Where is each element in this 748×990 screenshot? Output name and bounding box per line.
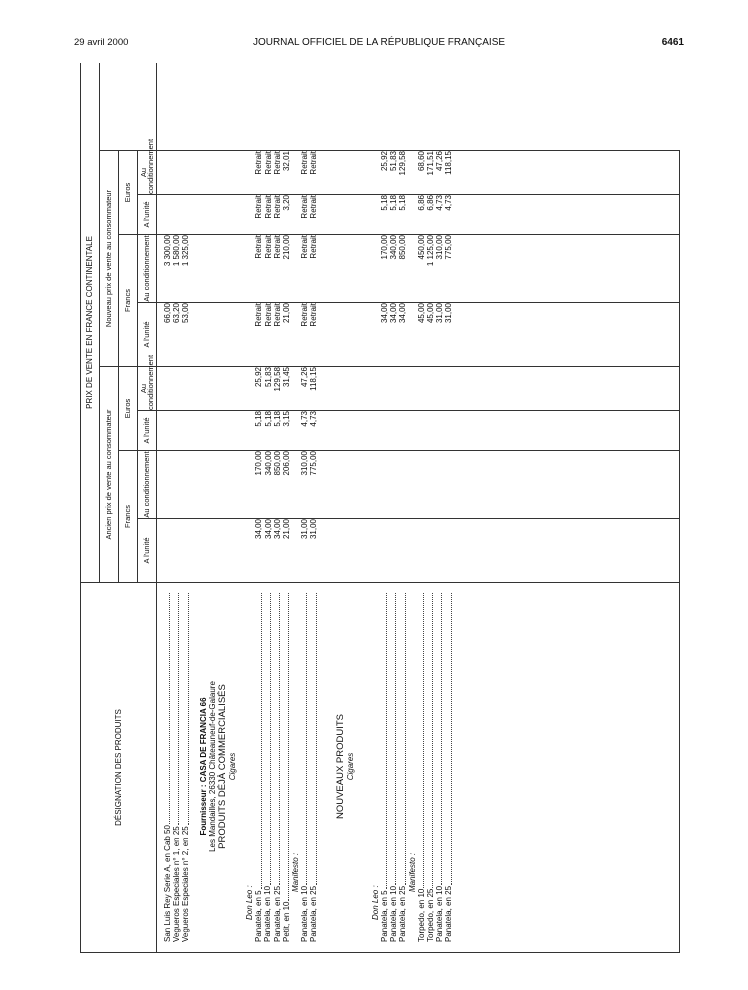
price-cell-anc-eu-c	[398, 367, 407, 410]
product-row-label	[309, 591, 318, 942]
section-heading: Cigares	[227, 752, 237, 781]
price-cell-nv-eu-c: 51,83	[389, 151, 399, 172]
empty-cell	[346, 235, 355, 302]
product-row-label	[282, 591, 291, 942]
price-cell-nv-fr-c: 340,00	[389, 235, 399, 260]
empty-cell	[208, 367, 217, 410]
product-name: San Luis Rey Serie A, en Cab 50	[163, 825, 172, 942]
section-heading: Cigares	[345, 752, 355, 781]
price-cell-nv-eu-u: Retrait	[300, 195, 310, 219]
product-row-label	[426, 591, 435, 942]
product-name: Torpedo, en 10	[416, 888, 426, 942]
price-cell-anc-fr-c	[380, 451, 389, 518]
empty-cell	[371, 411, 380, 450]
leader-dots	[278, 593, 280, 885]
price-cell-anc-fr-u	[389, 519, 398, 582]
price-cell-nv-eu-u: Retrait	[254, 195, 264, 219]
empty-cell	[217, 411, 228, 450]
price-cell-nv-fr-u: Retrait	[300, 303, 310, 327]
product-name: Panatela, en 5	[380, 890, 389, 942]
empty-cell	[291, 195, 300, 234]
price-cell-nv-eu-u: Retrait	[272, 195, 282, 219]
price-cell-nv-eu-u: Retrait	[263, 195, 273, 219]
price-cell-anc-fr-u: 31,00	[309, 519, 319, 540]
price-cell-anc-eu-u	[444, 411, 453, 450]
price-cell-nv-eu-u	[181, 195, 190, 234]
empty-cell	[245, 451, 254, 518]
price-cell-nv-fr-c: 1 325,00	[181, 235, 191, 267]
empty-cell	[199, 151, 208, 194]
empty-cell	[335, 151, 346, 194]
leader-dots	[187, 593, 189, 825]
price-cell-anc-fr-u	[380, 519, 389, 582]
rotated-table	[80, 63, 680, 953]
empty-cell	[371, 367, 380, 410]
price-cell-nv-fr-c: 1 580,00	[172, 235, 182, 267]
brand-label: Manifesto :	[407, 852, 417, 892]
empty-cell	[371, 151, 380, 194]
leader-dots	[404, 593, 406, 885]
nouveau-euros-cond-header: Au conditionnement	[138, 138, 155, 194]
price-cell-anc-fr-u: 34,00	[254, 519, 264, 540]
price-cell-nv-eu-c: Retrait	[254, 151, 264, 175]
price-cell-anc-eu-c	[444, 367, 453, 410]
empty-cell	[208, 151, 217, 194]
price-cell-nv-fr-u: 21,00	[281, 303, 291, 324]
leader-dots	[177, 593, 179, 825]
price-cell-anc-eu-c: 129,58	[272, 367, 282, 392]
leader-dots	[315, 593, 317, 885]
product-name: Torpedo, en 25	[425, 888, 435, 942]
leader-dots	[394, 593, 396, 885]
price-cell-nv-eu-u: 5,18	[380, 195, 389, 211]
empty-cell	[199, 451, 208, 518]
nouveau-francs-cond-column	[157, 235, 680, 303]
empty-cell	[228, 303, 237, 366]
empty-cell	[208, 303, 217, 366]
price-cell-nv-fr-c: 850,00	[398, 235, 408, 260]
price-cell-nv-fr-u: 34,00	[389, 303, 399, 324]
empty-cell	[408, 451, 417, 518]
empty-cell	[217, 303, 228, 366]
price-cell-anc-eu-c	[163, 367, 172, 410]
blank-header-cell	[100, 63, 157, 151]
price-cell-anc-eu-u	[163, 411, 172, 450]
empty-cell	[371, 303, 380, 366]
rotated-table-frame	[80, 63, 680, 953]
price-cell-nv-eu-u: 4,73	[435, 195, 445, 211]
product-row-label	[435, 591, 444, 942]
empty-cell	[408, 519, 417, 582]
empty-cell	[217, 151, 228, 194]
product-row-label	[181, 591, 190, 942]
product-name: Panatela, en 10	[389, 885, 399, 942]
empty-cell	[208, 411, 217, 450]
empty-cell	[228, 451, 237, 518]
empty-cell	[346, 151, 355, 194]
empty-cell	[346, 367, 355, 410]
empty-cell	[291, 519, 300, 582]
price-cell-nv-fr-c: Retrait	[263, 235, 273, 259]
leader-dots	[305, 593, 307, 885]
price-cell-nv-eu-u: 5,18	[398, 195, 408, 211]
price-cell-anc-eu-u	[435, 411, 444, 450]
empty-cell	[199, 367, 208, 410]
price-cell-anc-eu-u: 5,18	[254, 411, 264, 427]
price-cell-anc-eu-u	[172, 411, 181, 450]
product-row-label	[300, 591, 309, 942]
empty-cell	[291, 151, 300, 194]
price-cell-anc-fr-c: 775,00	[309, 451, 319, 476]
empty-cell	[199, 303, 208, 366]
header-date: 29 avril 2000	[74, 37, 129, 48]
product-row-label	[273, 591, 282, 942]
product-row-label	[254, 591, 263, 942]
empty-cell	[208, 451, 217, 518]
product-name: Vegueros Especiales n° 2, en 25	[181, 826, 191, 942]
leader-dots	[431, 593, 433, 888]
price-cell-nv-fr-c: Retrait	[300, 235, 310, 259]
price-cell-anc-fr-c	[426, 451, 435, 518]
designation-column	[157, 583, 680, 953]
empty-cell	[228, 195, 237, 234]
product-name: Panatela, en 10	[263, 885, 273, 942]
product-name: Panatela, en 25	[272, 885, 282, 942]
ancien-euros-cond-column	[157, 367, 680, 411]
leader-dots	[440, 593, 442, 885]
price-cell-anc-fr-c: 310,00	[300, 451, 310, 476]
price-cell-anc-eu-u	[398, 411, 407, 450]
price-cell-nv-fr-u: Retrait	[263, 303, 273, 327]
price-cell-anc-eu-u: 4,73	[309, 411, 319, 427]
price-cell-anc-fr-u: 21,00	[281, 519, 291, 540]
price-cell-anc-fr-u: 31,00	[300, 519, 310, 540]
nouveau-euros-header: Euros	[119, 151, 138, 235]
product-name: Panatela, en 5	[254, 890, 264, 942]
product-name: Panatela, en 25	[398, 885, 408, 942]
price-cell-nv-eu-u: 4,73	[444, 195, 454, 211]
ancien-prix-header: Ancien prix de vente au consommateur	[100, 367, 119, 583]
price-cell-anc-fr-u: 34,00	[263, 519, 273, 540]
header-journal-title: JOURNAL OFFICIEL DE LA RÉPUBLIQUE FRANÇAISE	[252, 37, 506, 48]
price-cell-nv-fr-u: Retrait	[254, 303, 264, 327]
price-cell-nv-fr-u: 34,00	[398, 303, 408, 324]
empty-cell	[335, 519, 346, 582]
leader-dots	[269, 593, 271, 885]
empty-cell	[291, 451, 300, 518]
price-cell-nv-eu-u: 5,18	[389, 195, 399, 211]
nouveau-francs-header: Francs	[119, 235, 138, 367]
product-row-label	[264, 591, 273, 942]
price-cell-anc-fr-c: 170,00	[254, 451, 264, 476]
price-cell-anc-eu-u	[380, 411, 389, 450]
price-cell-anc-fr-u: 34,00	[272, 519, 282, 540]
price-cell-anc-fr-c	[435, 451, 444, 518]
price-cell-anc-fr-c	[172, 451, 181, 518]
price-cell-anc-fr-c	[417, 451, 426, 518]
price-cell-nv-eu-u: 3,20	[281, 195, 291, 211]
price-cell-anc-eu-c: 25,92	[254, 367, 264, 388]
price-cell-anc-fr-u	[444, 519, 453, 582]
nouveau-francs-unite-header: A l'unité	[138, 303, 157, 367]
empty-cell	[335, 411, 346, 450]
empty-cell	[217, 235, 228, 302]
empty-cell	[335, 367, 346, 410]
empty-cell	[228, 151, 237, 194]
empty-cell	[199, 519, 208, 582]
price-cell-anc-eu-u	[426, 411, 435, 450]
empty-cell	[199, 195, 208, 234]
ancien-euros-cond-header: Au conditionnement	[138, 354, 155, 410]
price-cell-anc-eu-c: 47,26	[300, 367, 310, 388]
empty-cell	[291, 235, 300, 302]
price-cell-nv-fr-u: 53,00	[181, 303, 191, 324]
empty-cell	[199, 411, 208, 450]
price-cell-nv-fr-u: 31,00	[444, 303, 454, 324]
empty-cell	[245, 367, 254, 410]
product-name: Panatela, en 10	[300, 885, 310, 942]
product-row-label	[380, 591, 389, 942]
price-cell-anc-eu-c: 31,45	[281, 367, 291, 388]
section-heading: Fournisseur : CASA DE FRANCIA 66	[198, 697, 208, 836]
nouveau-euros-cond-column	[157, 151, 680, 195]
price-cell-anc-eu-c	[417, 367, 426, 410]
price-cell-anc-eu-c: 118,15	[309, 367, 319, 391]
price-cell-nv-eu-c: 129,58	[398, 151, 408, 176]
empty-cell	[228, 235, 237, 302]
leader-dots	[450, 593, 452, 885]
price-cell-nv-fr-u: Retrait	[309, 303, 319, 327]
price-cell-anc-eu-u: 5,18	[263, 411, 273, 427]
price-cell-nv-eu-c	[163, 151, 172, 194]
product-name: Petit, en 10	[281, 901, 291, 942]
empty-cell	[408, 411, 417, 450]
empty-cell	[217, 451, 228, 518]
price-cell-nv-eu-u: 6,86	[425, 195, 435, 211]
price-cell-nv-eu-c: 68,60	[416, 151, 426, 172]
price-cell-anc-fr-u	[398, 519, 407, 582]
ancien-francs-header: Francs	[119, 451, 138, 583]
product-row-label	[163, 591, 172, 942]
price-cell-nv-fr-c: 450,00	[416, 235, 426, 260]
price-cell-nv-fr-u: 66,00	[163, 303, 172, 324]
empty-cell	[408, 195, 417, 234]
brand-label: Don Leo :	[245, 885, 255, 920]
price-cell-nv-eu-c	[181, 151, 190, 194]
header-page-number: 6461	[661, 37, 684, 48]
price-cell-nv-eu-u: Retrait	[309, 195, 319, 219]
price-cell-anc-fr-c: 850,00	[272, 451, 282, 476]
price-table	[80, 63, 680, 953]
empty-cell	[217, 367, 228, 410]
empty-cell	[208, 235, 217, 302]
empty-cell	[335, 303, 346, 366]
brand-label: Manifesto :	[291, 852, 301, 892]
price-cell-anc-fr-u	[426, 519, 435, 582]
page-header	[74, 37, 684, 51]
empty-cell	[346, 519, 355, 582]
empty-cell	[228, 519, 237, 582]
price-cell-anc-eu-u	[181, 411, 190, 450]
price-cell-anc-eu-u: 3,15	[281, 411, 291, 427]
price-cell-nv-eu-c: 25,92	[380, 151, 389, 172]
price-cell-anc-fr-c	[163, 451, 172, 518]
price-cell-nv-eu-c: Retrait	[263, 151, 273, 175]
empty-cell	[291, 411, 300, 450]
price-cell-nv-eu-c: 118,15	[444, 151, 454, 175]
empty-cell	[408, 235, 417, 302]
price-cell-anc-eu-u: 4,73	[300, 411, 310, 427]
price-cell-nv-fr-c: 775,00	[444, 235, 454, 260]
price-cell-nv-eu-c: 171,51	[425, 151, 435, 176]
empty-cell	[245, 411, 254, 450]
empty-cell	[291, 367, 300, 410]
price-cell-anc-fr-u	[417, 519, 426, 582]
product-name: Panatela, en 25	[309, 885, 319, 942]
price-cell-nv-eu-u	[172, 195, 181, 234]
price-cell-anc-fr-u	[435, 519, 444, 582]
price-cell-anc-fr-u	[163, 519, 172, 582]
leader-dots	[287, 593, 289, 901]
empty-cell	[335, 195, 346, 234]
empty-cell	[346, 303, 355, 366]
empty-cell	[245, 519, 254, 582]
ancien-francs-cond-column	[157, 451, 680, 519]
leader-dots	[422, 593, 424, 888]
product-name: Panatela, en 10	[435, 885, 445, 942]
leader-dots	[168, 593, 170, 824]
product-row-label	[417, 591, 426, 942]
empty-cell	[346, 411, 355, 450]
empty-cell	[245, 303, 254, 366]
empty-cell	[228, 367, 237, 410]
price-cell-anc-eu-c	[380, 367, 389, 410]
price-cell-nv-fr-c: Retrait	[309, 235, 319, 259]
price-cell-anc-fr-c: 206,00	[281, 451, 291, 476]
nouveau-euros-unite-header: A l'unité	[138, 195, 157, 235]
empty-cell	[371, 195, 380, 234]
nouveau-francs-cond-header: Au conditionnement	[138, 235, 157, 303]
ancien-euros-header: Euros	[119, 367, 138, 451]
empty-cell	[217, 519, 228, 582]
price-cell-nv-fr-u: 34,00	[380, 303, 389, 324]
leader-dots	[385, 593, 387, 889]
empty-cell	[335, 235, 346, 302]
price-cell-nv-eu-c: Retrait	[300, 151, 310, 175]
price-cell-nv-eu-u: 6,86	[416, 195, 426, 211]
nouveau-francs-unite-column	[157, 303, 680, 367]
price-cell-anc-eu-c	[172, 367, 181, 410]
empty-cell	[228, 411, 237, 450]
price-cell-nv-fr-u: 45,00	[416, 303, 426, 324]
ancien-francs-unite-header: A l'unité	[138, 519, 157, 583]
table-title: PRIX DE VENTE EN FRANCE CONTINENTALE	[81, 63, 100, 583]
empty-cell	[217, 195, 228, 234]
price-cell-anc-eu-c	[389, 367, 398, 410]
empty-cell	[245, 151, 254, 194]
empty-cell	[408, 367, 417, 410]
price-cell-anc-fr-u	[181, 519, 190, 582]
price-cell-nv-eu-c	[172, 151, 181, 194]
empty-cell	[245, 235, 254, 302]
price-cell-anc-eu-u	[417, 411, 426, 450]
price-cell-nv-eu-c: Retrait	[309, 151, 319, 175]
empty-cell	[346, 195, 355, 234]
product-row-label	[444, 591, 453, 942]
price-cell-nv-fr-c: Retrait	[272, 235, 282, 259]
nouveau-prix-header: Nouveau prix de vente au consommateur	[100, 151, 119, 367]
price-cell-nv-fr-u: Retrait	[272, 303, 282, 327]
price-cell-anc-eu-u	[389, 411, 398, 450]
section-heading: PRODUITS DÉJÀ COMMERCIALISÉS	[216, 684, 228, 849]
price-cell-nv-eu-c: Retrait	[272, 151, 282, 175]
price-cell-nv-fr-c: 310,00	[435, 235, 445, 260]
price-cell-anc-fr-c	[398, 451, 407, 518]
empty-cell	[408, 303, 417, 366]
price-cell-anc-fr-u	[172, 519, 181, 582]
empty-cell	[371, 451, 380, 518]
product-row-label	[398, 591, 407, 942]
nouveau-euros-unite-column	[157, 195, 680, 235]
empty-cell	[208, 519, 217, 582]
price-cell-anc-fr-c	[389, 451, 398, 518]
empty-cell	[346, 451, 355, 518]
brand-label: Don Leo :	[370, 885, 380, 920]
price-cell-nv-fr-c: 170,00	[380, 235, 389, 260]
section-heading: NOUVEAUX PRODUITS	[334, 713, 346, 820]
price-cell-nv-eu-c: 47,26	[435, 151, 445, 172]
product-name: Panatela, en 25	[444, 885, 454, 942]
empty-cell	[208, 195, 217, 234]
empty-cell	[199, 235, 208, 302]
price-cell-anc-fr-c	[444, 451, 453, 518]
price-cell-anc-eu-c: 51,83	[263, 367, 273, 388]
price-cell-anc-fr-c	[181, 451, 190, 518]
price-cell-nv-fr-c: 210,00	[281, 235, 291, 260]
price-cell-nv-fr-c: 3 300,00	[163, 235, 172, 267]
price-cell-anc-eu-c	[435, 367, 444, 410]
price-cell-anc-fr-c: 340,00	[263, 451, 273, 476]
empty-cell	[371, 519, 380, 582]
ancien-francs-cond-header: Au conditionnement	[138, 451, 157, 519]
designation-header: DÉSIGNATION DES PRODUITS	[81, 583, 157, 953]
price-cell-nv-fr-u: 45,00	[425, 303, 435, 324]
product-row-label	[389, 591, 398, 942]
ancien-euros-unite-column	[157, 411, 680, 451]
price-cell-nv-fr-u: 63,20	[172, 303, 182, 324]
section-heading: Les Mandailles, 26330 Châteauneuf-de-Galaure	[207, 681, 217, 852]
product-name: Vegueros Especiales n° 1, en 25	[172, 826, 182, 942]
empty-cell	[408, 151, 417, 194]
ancien-euros-unite-header: A l'unité	[138, 411, 157, 451]
price-cell-nv-fr-c: 1 125,00	[425, 235, 435, 267]
product-row-label	[172, 591, 181, 942]
price-cell-nv-fr-c: Retrait	[254, 235, 264, 259]
price-cell-nv-eu-c: 32,01	[281, 151, 291, 172]
empty-cell	[291, 303, 300, 366]
price-cell-nv-eu-u	[163, 195, 172, 234]
ancien-francs-unite-column	[157, 519, 680, 583]
price-cell-anc-eu-c	[181, 367, 190, 410]
price-cell-nv-fr-u: 31,00	[435, 303, 445, 324]
price-cell-anc-eu-c	[426, 367, 435, 410]
leader-dots	[260, 593, 262, 889]
empty-cell	[335, 451, 346, 518]
price-cell-anc-eu-u: 5,18	[272, 411, 282, 427]
empty-cell	[245, 195, 254, 234]
empty-cell	[371, 235, 380, 302]
